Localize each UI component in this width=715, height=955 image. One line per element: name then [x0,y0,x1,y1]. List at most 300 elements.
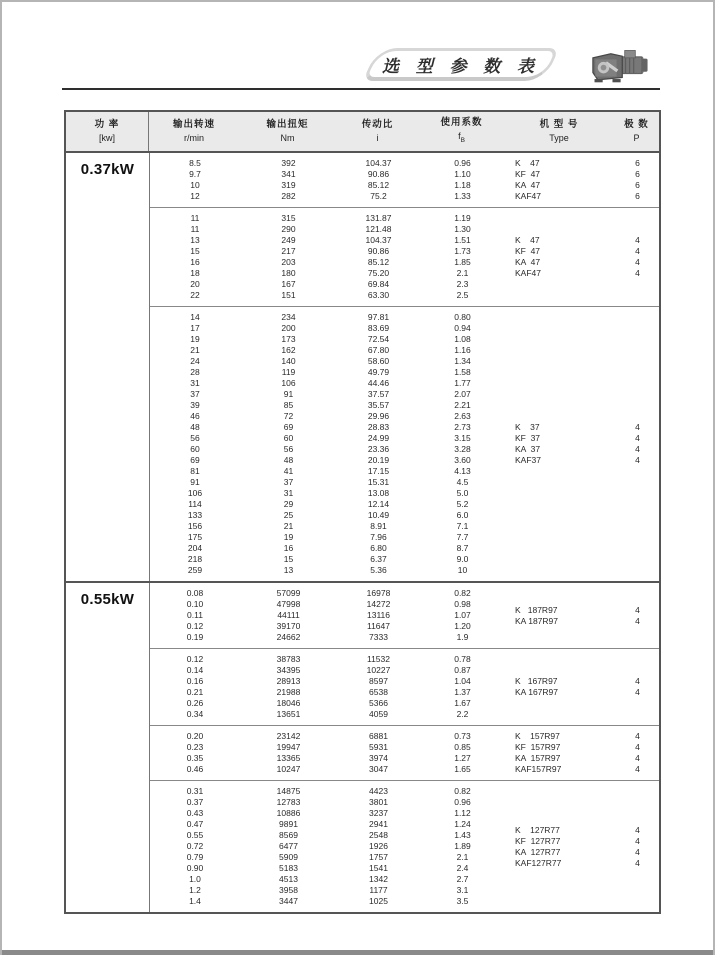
type-cell: KA 47 [515,257,541,267]
data-block [150,648,659,725]
speed-cell: 19 [190,334,200,344]
header-poles [614,112,659,151]
factor-cell: 0.85 [454,742,471,752]
torque-cell: 48 [283,455,294,465]
poles-cell: 4 [635,857,640,868]
speed-cell: 1.0 [189,874,201,884]
type-cell: KF 37 [515,433,541,443]
data-block [150,306,659,581]
ratio-cell: 11532 [366,654,390,664]
torque-cell: 234 [281,312,296,322]
speed-cell: 0.08 [186,588,204,598]
ratio-cell: 7333 [369,632,388,642]
type-column [505,153,615,207]
ratio-cell: 121.48 [365,224,392,234]
factor-cell: 2.63 [454,411,471,421]
factor-cell: 1.73 [454,246,471,256]
torque-cell: 15 [283,554,294,564]
type-cell: K 167R97 [515,676,558,686]
factor-cell: 2.73 [454,422,471,432]
ratio-cell: 58.60 [367,356,390,366]
speed-cell: 0.14 [186,665,204,675]
speed-cell: 39 [190,400,200,410]
torque-cell: 151 [281,290,296,300]
torque-cell: 315 [281,213,296,223]
factor-cell: 1.65 [454,764,471,774]
speed-cell: 46 [190,411,200,421]
factor-cell: 3.15 [454,433,471,443]
power-section [66,581,659,912]
ratio-cell: 24.99 [367,433,390,443]
speed-cell: 0.23 [186,742,204,752]
torque-cell: 23142 [276,731,301,741]
type-column [505,649,615,725]
factor-cell: 3.60 [454,455,471,465]
torque-cell: 34395 [276,665,301,675]
speed-cell: 69 [190,455,200,465]
speed-cell: 0.16 [186,676,204,686]
factor-cell: 1.19 [454,213,471,223]
factor-cell: 1.89 [454,841,471,851]
factor-cell: 6.0 [456,510,469,520]
power-label: 0.37kW [80,161,135,178]
poles-cell: 4 [635,455,640,465]
torque-cell: 249 [281,235,296,245]
poles-cell: 4 [635,235,640,245]
factor-cell: 10 [457,565,468,575]
factor-cell: 2.4 [456,863,469,873]
ratio-cell: 23.36 [367,444,390,454]
torque-cell: 29 [283,499,294,509]
speed-cell: 17 [190,323,200,333]
speed-cell: 114 [188,499,202,509]
speed-cell: 0.11 [187,610,203,620]
speed-cell: 9.7 [189,169,201,179]
data-block [150,153,659,207]
ratio-cell: 29.96 [367,411,390,421]
factor-cell: 0.73 [454,731,471,741]
factor-cell: 2.07 [454,389,471,399]
ratio-cell: 85.12 [367,180,390,190]
torque-cell: 13651 [276,709,301,719]
torque-cell: 282 [281,191,296,201]
factor-cell: 0.82 [454,786,471,796]
ratio-cell: 3237 [369,808,388,818]
torque-cell: 69 [283,422,294,432]
torque-cell: 72 [283,411,294,421]
factor-cell: 5.0 [456,488,469,498]
torque-cell: 14875 [276,786,301,796]
factor-cell: 1.12 [454,808,471,818]
torque-cell: 19 [283,532,294,542]
ratio-cell: 37.57 [367,389,390,399]
type-cell: KA 47 [515,180,541,190]
speed-cell: 0.37 [186,797,204,807]
speed-cell: 0.47 [186,819,204,829]
speed-cell: 8.5 [189,158,201,168]
header-poles-cn: 极 数 [624,119,649,130]
ratio-cell: 20.19 [367,455,390,465]
torque-cell: 392 [281,158,296,168]
data-block [150,583,659,648]
data-block [150,207,659,306]
type-cell: K 37 [515,422,540,432]
ratio-cell: 4059 [369,709,388,719]
speed-cell: 0.20 [186,731,204,741]
speed-cell: 0.72 [186,841,204,851]
poles-cell: 4 [635,615,640,626]
speed-cell: 13 [190,235,200,245]
factor-cell: 3.5 [456,896,469,906]
factor-cell: 1.9 [456,632,469,642]
speed-cell: 204 [187,543,203,553]
ratio-cell: 1342 [369,874,388,884]
ratio-cell: 3974 [369,753,388,763]
ratio-cell: 3801 [369,797,388,807]
type-cell: KF 157R97 [515,742,561,752]
factor-cell: 7.1 [456,521,469,531]
torque-cell: 47998 [276,599,301,609]
ratio-cell: 13116 [366,610,390,620]
ratio-cell: 131.87 [365,213,392,223]
torque-cell: 5909 [279,852,298,862]
torque-cell: 57099 [276,588,301,598]
ratio-cell: 16978 [366,588,391,598]
poles-column [615,583,660,648]
speed-cell: 1.2 [189,885,201,895]
speed-cell: 31 [190,378,200,388]
section-blocks [149,583,659,912]
ratio-cell: 6881 [369,731,388,741]
ratio-cell: 6.80 [370,543,387,553]
factor-cell: 2.5 [456,290,469,300]
header-ratio-cn: 传动比 [361,119,394,130]
ratio-cell: 2941 [369,819,388,829]
ratio-cell: 49.79 [367,367,390,377]
speed-cell: 20 [190,279,200,289]
ratio-cell: 11647 [366,621,390,631]
ratio-cell: 72.54 [367,334,390,344]
poles-cell: 6 [635,180,640,190]
factor-cell: 2.7 [456,874,469,884]
poles-column [615,307,660,581]
torque-cell: 200 [281,323,296,333]
factor-cell: 1.10 [454,169,471,179]
ratio-cell: 90.86 [367,246,390,256]
ratio-cell: 1177 [369,885,388,895]
table-header [66,112,659,153]
poles-cell: 4 [635,824,640,835]
type-cell: KA 127R77 [515,846,561,857]
factor-cell: 1.34 [454,356,471,366]
speed-cell: 0.46 [186,764,204,774]
header-speed-unit: r/min [184,133,204,143]
factor-cell: 1.20 [454,621,471,631]
factor-cell: 1.58 [454,367,471,377]
poles-cell: 4 [635,835,640,846]
torque-cell: 44111 [277,610,300,620]
poles-cell: 4 [635,257,640,267]
data-block [150,780,659,912]
poles-cell: 4 [635,444,640,454]
factor-cell: 1.04 [454,676,471,686]
poles-cell: 4 [635,742,640,752]
type-cell: KAF157R97 [515,764,562,774]
factor-cell: 1.37 [454,687,471,697]
type-cell: K 47 [515,158,540,168]
torque-cell: 19947 [276,742,301,752]
type-column [505,781,615,912]
ratio-cell: 17.15 [367,466,390,476]
speed-cell: 156 [187,521,203,531]
header-power-unit: [kw] [98,133,115,143]
speed-cell: 0.12 [186,654,204,664]
speed-cell: 1.4 [189,896,201,906]
header-rule [62,88,660,90]
factor-cell: 3.28 [454,444,471,454]
factor-cell: 2.1 [456,268,469,278]
table-sections [66,153,659,912]
factor-cell: 1.18 [454,180,471,190]
torque-cell: 3958 [279,885,298,895]
speed-cell: 259 [187,565,203,575]
torque-cell: 8569 [279,830,298,840]
header-speed-cn: 输出转速 [172,119,215,130]
type-cell: K 127R77 [515,824,560,835]
speed-cell: 0.55 [186,830,204,840]
factor-cell: 0.94 [454,323,471,333]
poles-cell: 6 [635,169,640,179]
ratio-cell: 104.37 [365,235,392,245]
torque-cell: 167 [281,279,296,289]
ratio-cell: 75.20 [367,268,390,278]
poles-cell: 4 [635,731,640,741]
factor-cell: 0.82 [454,588,471,598]
ratio-cell: 75.2 [370,191,387,201]
torque-cell: 162 [281,345,296,355]
torque-cell: 56 [283,444,294,454]
power-label: 0.55kW [80,591,135,608]
speed-cell: 14 [190,312,200,322]
type-cell: KAF127R77 [515,857,562,868]
speed-cell: 11 [190,224,200,234]
ratio-cell: 7.96 [370,532,387,542]
torque-cell: 4513 [279,874,298,884]
speed-cell: 81 [190,466,200,476]
factor-cell: 1.30 [454,224,471,234]
factor-cell: 1.24 [454,819,471,829]
torque-cell: 31 [283,488,294,498]
type-cell: KA 37 [515,444,541,454]
speed-cell: 0.79 [186,852,204,862]
speed-cell: 18 [190,268,200,278]
speed-cell: 106 [187,488,203,498]
torque-cell: 217 [281,246,296,256]
header-poles-unit: P [633,133,640,143]
torque-cell: 24662 [276,632,301,642]
torque-cell: 38783 [276,654,301,664]
torque-cell: 85 [283,400,294,410]
ratio-cell: 69.84 [367,279,390,289]
torque-cell: 12783 [276,797,301,807]
factor-cell: 1.51 [454,235,471,245]
factor-cell: 0.87 [454,665,471,675]
speed-cell: 37 [190,389,200,399]
type-cell: KAF47 [515,268,541,278]
ratio-cell: 13.08 [367,488,390,498]
factor-cell: 1.67 [454,698,471,708]
poles-cell: 4 [635,433,640,443]
factor-cell: 1.07 [454,610,471,620]
ratio-cell: 35.57 [367,400,390,410]
ratio-cell: 2548 [369,830,388,840]
type-cell: KA 167R97 [515,687,559,697]
torque-cell: 39170 [276,621,301,631]
torque-cell: 6477 [279,841,298,851]
poles-cell: 4 [635,422,640,432]
factor-cell: 2.21 [454,400,471,410]
poles-column [615,726,660,780]
torque-cell: 5183 [279,863,298,873]
type-cell: KAF47 [515,191,541,201]
speed-cell: 0.31 [186,786,204,796]
torque-cell: 41 [283,466,294,476]
factor-cell: 0.96 [454,158,471,168]
selection-table [64,110,661,914]
factor-cell: 0.78 [454,654,471,664]
factor-cell: 2.2 [456,709,469,719]
speed-cell: 22 [190,290,200,300]
ratio-cell: 1926 [369,841,388,851]
header-torque [239,112,336,151]
torque-cell: 203 [281,257,296,267]
header-torque-unit: Nm [280,133,295,143]
type-cell: KAF37 [515,455,541,465]
speed-cell: 0.10 [186,599,204,609]
ratio-cell: 5.36 [370,565,387,575]
page-bottom-edge [2,950,713,955]
torque-cell: 9891 [279,819,298,829]
factor-cell: 1.77 [454,378,471,388]
speed-cell: 91 [190,477,200,487]
torque-cell: 60 [283,433,294,443]
poles-cell: 4 [635,764,640,774]
power-section [66,153,659,581]
type-cell: KF 127R77 [515,835,561,846]
header-ratio [336,112,419,151]
speed-cell: 0.19 [186,632,204,642]
header-power [66,112,149,151]
torque-cell: 319 [281,180,296,190]
ratio-cell: 44.46 [367,378,390,388]
speed-cell: 28 [190,367,200,377]
factor-cell: 1.33 [454,191,471,201]
torque-cell: 21 [283,521,294,531]
header-type [504,112,614,151]
speed-cell: 21 [190,345,200,355]
ratio-cell: 5931 [369,742,388,752]
factor-cell: 1.08 [454,334,471,344]
header-power-cn: 功 率 [94,119,120,130]
speed-cell: 0.35 [186,753,204,763]
factor-cell: 0.80 [454,312,471,322]
torque-cell: 290 [281,224,296,234]
torque-cell: 119 [281,367,296,377]
poles-cell: 6 [635,191,640,201]
poles-cell: 4 [635,604,640,615]
factor-subscript: B [460,136,465,144]
poles-cell: 4 [635,687,640,697]
poles-column [615,781,660,912]
ratio-cell: 6.37 [370,554,387,564]
type-column [505,307,615,581]
speed-cell: 48 [190,422,200,432]
header-type-unit: Type [549,133,569,143]
poles-cell: 4 [635,268,640,278]
torque-cell: 10886 [276,808,301,818]
gearmotor-image [588,46,650,86]
title-ribbon [363,48,560,81]
ratio-cell: 63.30 [367,290,390,300]
speed-cell: 0.34 [186,709,204,719]
torque-cell: 37 [283,477,294,487]
torque-cell: 341 [281,169,296,179]
ratio-cell: 83.69 [367,323,390,333]
header-factor-cn: 使用系数 [440,117,483,129]
section-blocks [149,153,659,581]
speed-cell: 16 [190,257,200,267]
ratio-cell: 8597 [369,676,388,686]
ratio-cell: 5366 [369,698,388,708]
ratio-cell: 67.80 [367,345,390,355]
header-ratio-unit: i [376,133,379,143]
ratio-cell: 28.83 [367,422,390,432]
torque-cell: 16 [283,543,294,553]
ratio-cell: 1025 [369,896,388,906]
type-column [505,208,615,306]
torque-cell: 28913 [276,676,301,686]
type-cell: K 47 [515,235,540,245]
header-torque-cn: 输出扭矩 [266,119,309,130]
poles-cell: 4 [635,846,640,857]
speed-cell: 0.90 [186,863,204,873]
torque-cell: 13 [283,565,294,575]
type-cell: KA 157R97 [515,753,561,763]
ratio-cell: 104.37 [365,158,392,168]
type-cell: KF 47 [515,246,541,256]
poles-column [615,153,660,207]
poles-cell: 4 [635,246,640,256]
type-cell: KA 187R97 [515,615,559,626]
factor-cell: 9.0 [456,554,469,564]
type-column [505,583,615,648]
torque-cell: 180 [281,268,296,278]
ratio-cell: 12.14 [367,499,390,509]
torque-cell: 140 [281,356,296,366]
factor-cell: 4.5 [456,477,469,487]
factor-cell: 2.1 [456,852,469,862]
header-type-cn: 机 型 号 [539,119,579,130]
speed-cell: 133 [187,510,203,520]
factor-cell: 2.3 [456,279,469,289]
speed-cell: 10 [190,180,200,190]
speed-cell: 0.12 [186,621,204,631]
factor-cell: 1.43 [454,830,471,840]
torque-cell: 13365 [276,753,301,763]
ratio-cell: 8.91 [370,521,387,531]
factor-cell: 7.7 [456,532,469,542]
poles-column [615,208,660,306]
